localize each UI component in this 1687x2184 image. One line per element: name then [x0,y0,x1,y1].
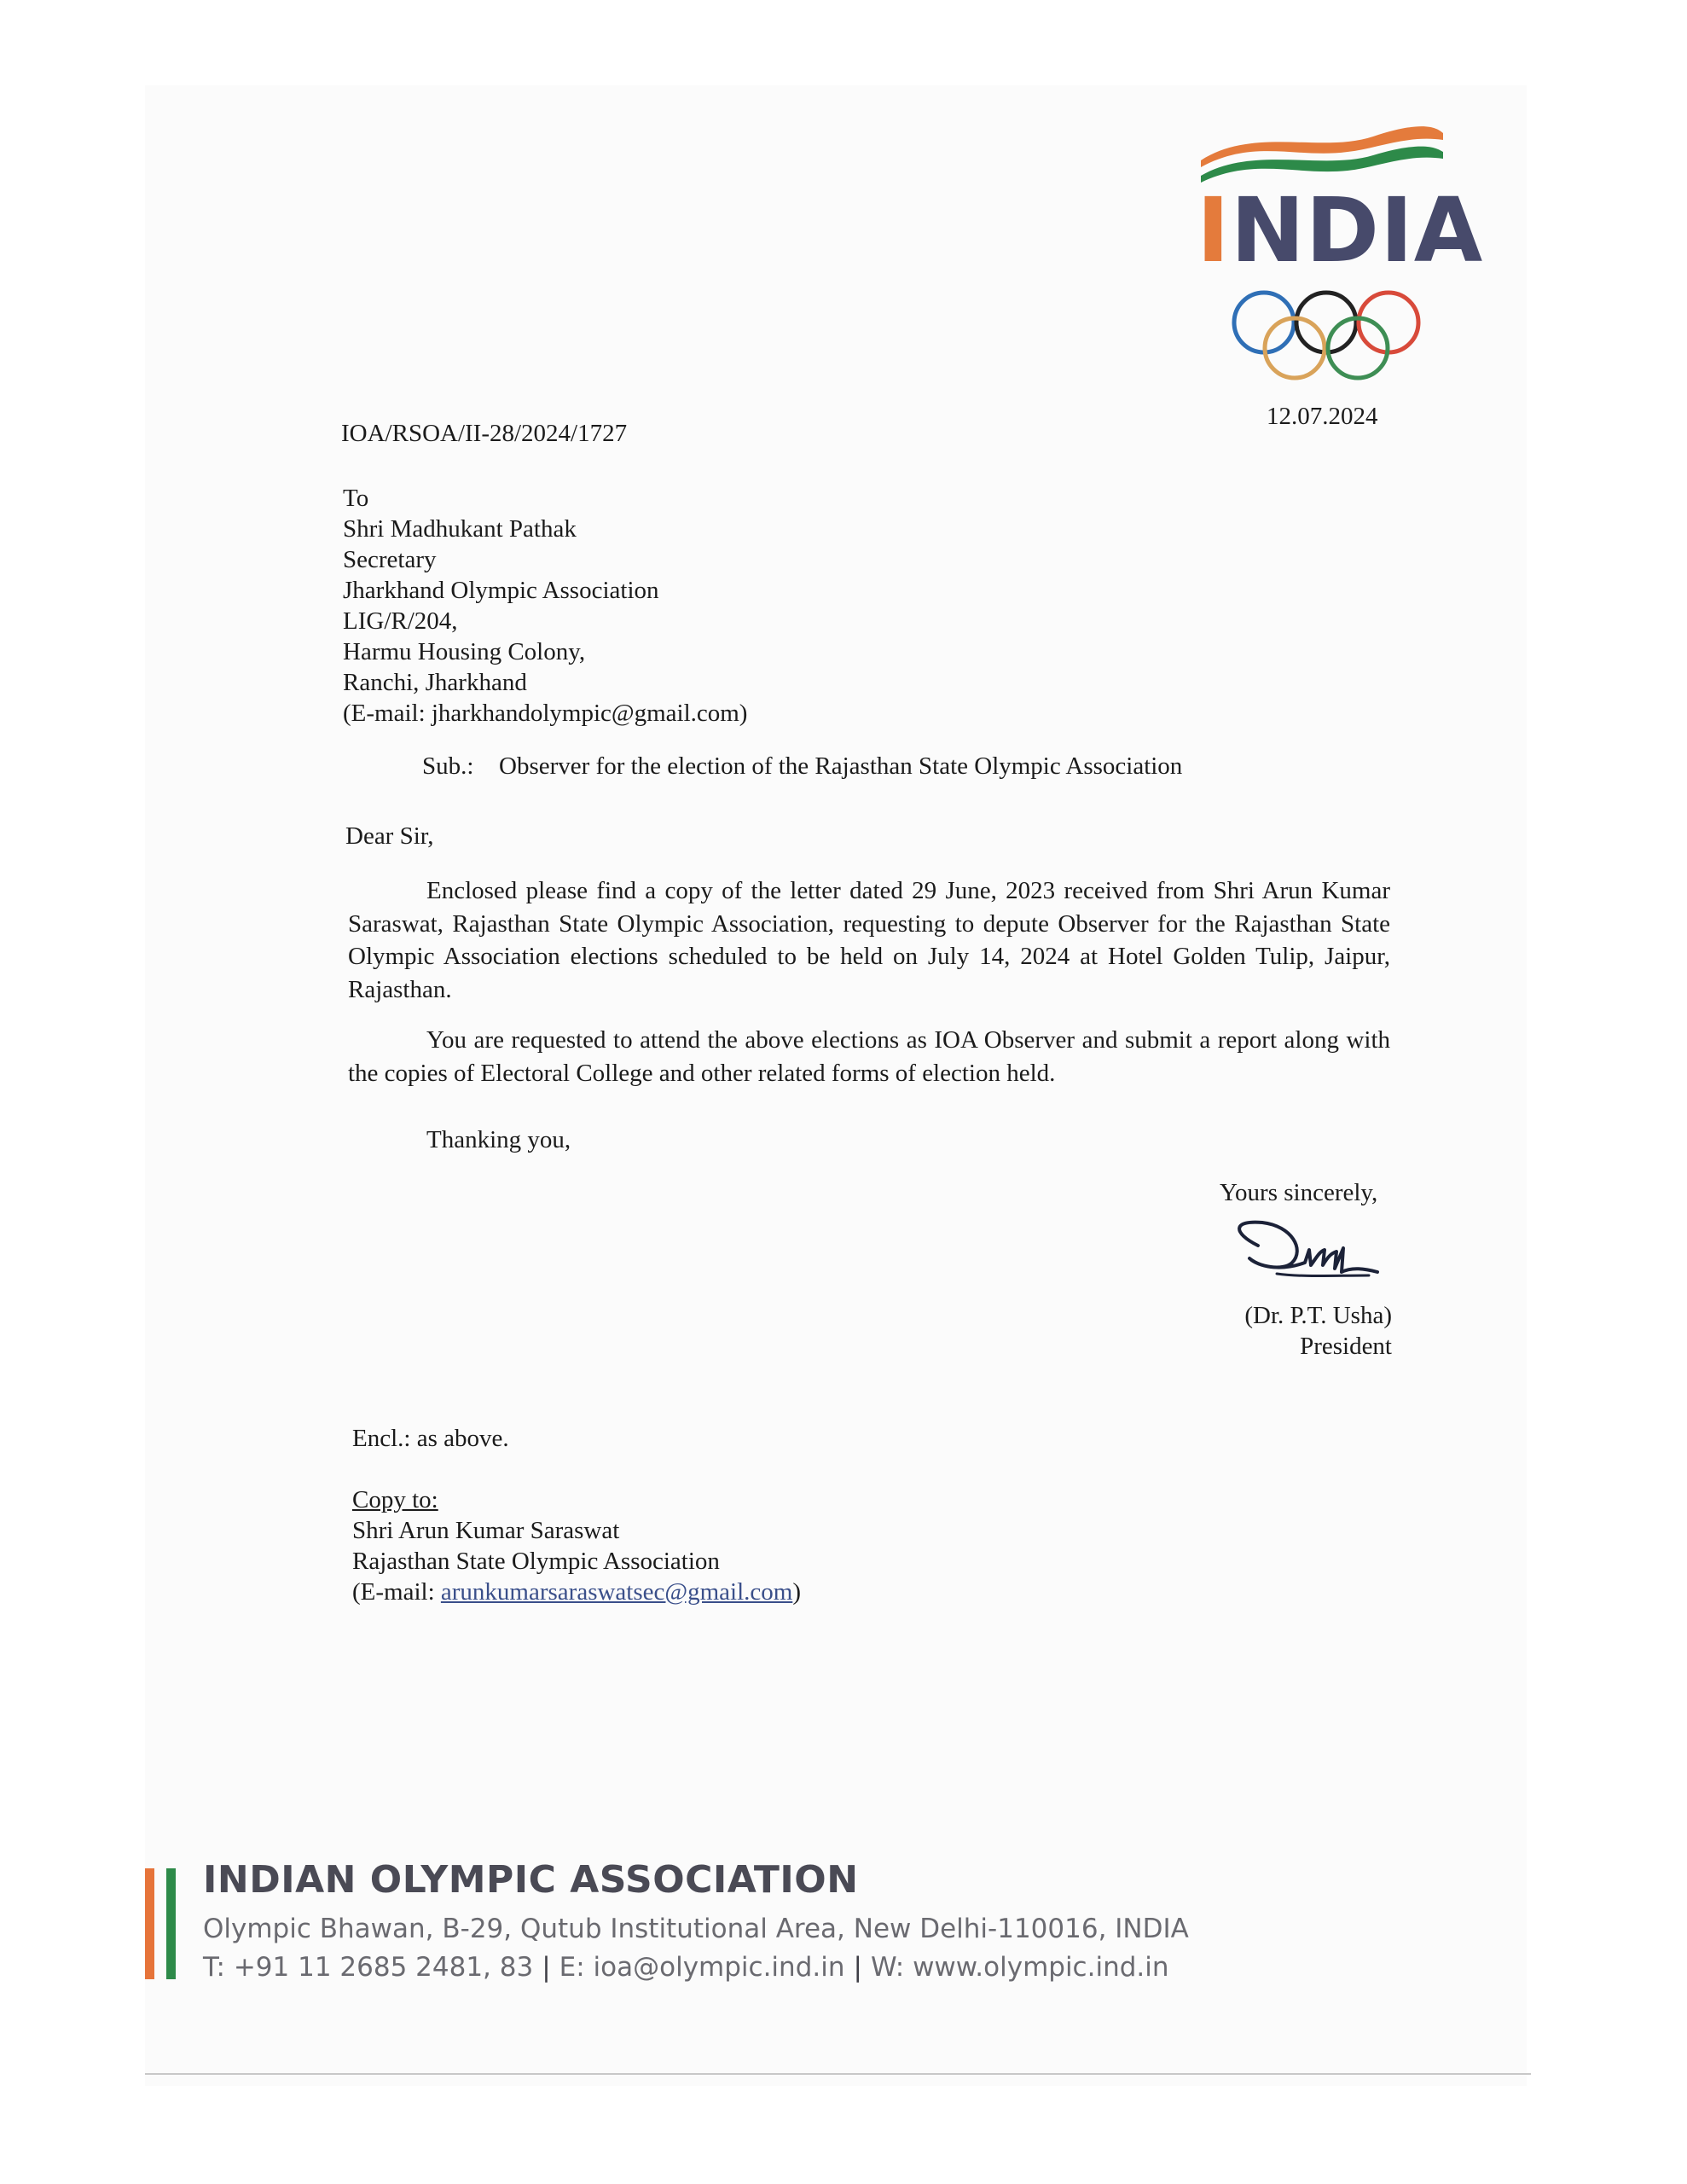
signatory-block [1194,1300,1392,1362]
body-paragraph-2: You are requested to attend the above elections as IOA Observer and submit a report along with the copies of Electoral College and other related forms of election held. [348,1026,1390,1087]
recipient-address [343,483,747,729]
olympic-rings-icon [1234,293,1418,378]
address-line: Shri Madhukant Pathak [343,515,577,543]
letter-date: 12.07.2024 [1267,403,1378,430]
signatory-title: President [1300,1333,1392,1360]
subject-line [422,751,1182,781]
footer-contact: T: +91 11 2685 2481, 83 | E: ioa@olympic.ind.in | W: www.olympic.ind.in [203,1952,1169,1983]
copy-organization: Rajasthan State Olympic Association [352,1548,720,1575]
address-line: Jharkhand Olympic Association [343,577,659,604]
body-paragraph-1: Enclosed please find a copy of the letter dated 29 June, 2023 received from Shri Arun Kumar Saraswat, Rajasthan State Olympic Association, requesting to depute Observer for the Rajasthan State Olympic Association elections scheduled to be held on July 14, 2024 at Hotel Golden Tulip, Jaipur, Rajasthan. [348,877,1390,1003]
footer-email: E: ioa@olympic.ind.in [559,1952,845,1983]
address-line: (E-mail: jharkhandolympic@gmail.com) [343,700,748,727]
thanking-line: Thanking you, [426,1126,571,1153]
address-line: Harmu Housing Colony, [343,638,586,665]
logo-wordmark: INDIA [1197,178,1484,282]
closing-line: Yours sincerely, [1220,1179,1378,1206]
copy-to-block [352,1484,801,1607]
handwritten-signature [1224,1216,1394,1292]
reference-number: IOA/RSOA/II-28/2024/1727 [341,420,628,447]
copy-email-link[interactable]: arunkumarsaraswatsec@gmail.com [440,1578,793,1606]
subject-text: Observer for the election of the Rajasthan State Olympic Association [499,752,1183,780]
signatory-name: (Dr. P.T. Usha) [1244,1302,1392,1329]
copy-email-line: (E-mail: arunkumarsaraswatsec@gmail.com) [352,1578,801,1606]
address-line: LIG/R/204, [343,607,458,635]
footer-organization: INDIAN OLYMPIC ASSOCIATION [203,1858,859,1902]
footer-phone: T: +91 11 2685 2481, 83 [203,1952,534,1983]
address-line: Secretary [343,546,437,573]
subject-label: Sub.: [422,752,474,780]
copy-heading: Copy to: [352,1486,438,1513]
copy-name: Shri Arun Kumar Saraswat [352,1517,620,1544]
enclosure-note: Encl.: as above. [352,1425,509,1452]
footer-bar-green [166,1868,176,1979]
footer-website: W: www.olympic.ind.in [870,1952,1169,1983]
salutation: Dear Sir, [345,822,434,850]
footer-bar-orange [145,1868,154,1979]
sheet-edge [145,2073,1531,2075]
address-line: To [343,485,369,512]
address-line: Ranchi, Jharkhand [343,669,527,696]
footer-address: Olympic Bhawan, B-29, Qutub Institutional Area, New Delhi-110016, INDIA [203,1914,1189,1944]
